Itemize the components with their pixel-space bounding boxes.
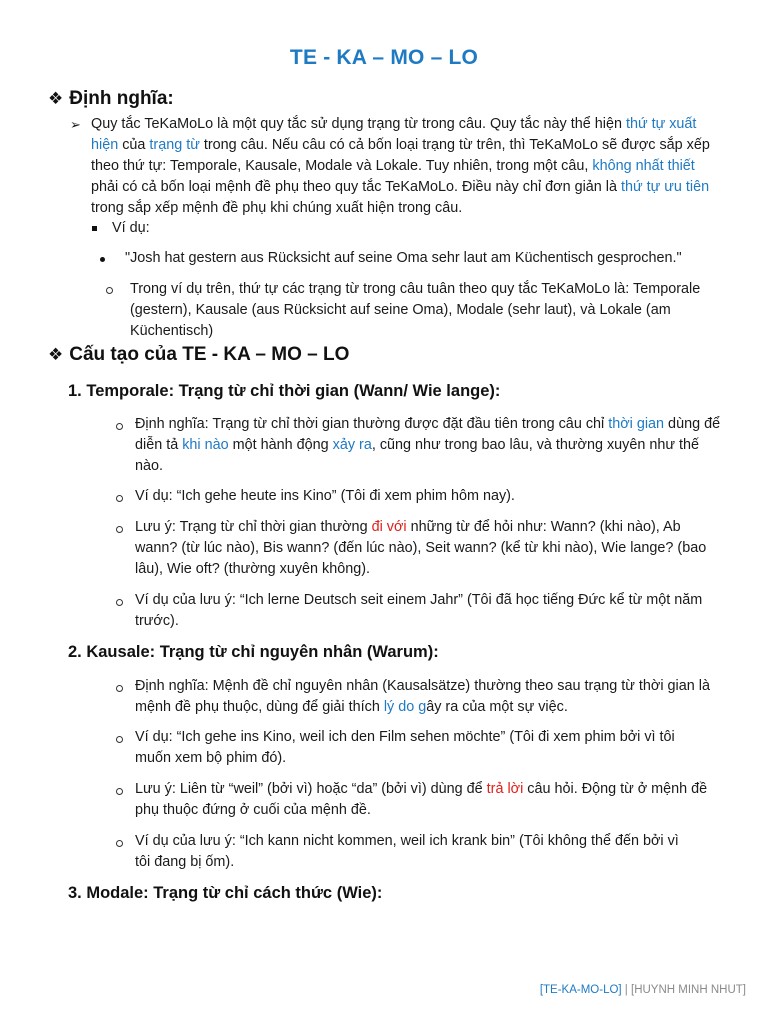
highlight-text: xảy ra: [332, 437, 372, 453]
highlight-text-red: đi với: [371, 519, 407, 535]
highlight-text: lý do g: [383, 699, 427, 715]
section-heading-text: Cấu tạo của TE - KA – MO – LO: [69, 344, 350, 365]
circle-bullet-icon: [116, 423, 123, 430]
diamond-bullet-icon: ❖: [48, 89, 64, 108]
subheading-kausale: 2. Kausale: Trạng từ chỉ nguyên nhân (Warum):: [68, 643, 439, 661]
circle-bullet-icon: [116, 788, 123, 795]
section-heading-definition: [48, 88, 174, 110]
subheading-temporale: 1. Temporale: Trạng từ chỉ thời gian (Wann/ Wie lange):: [68, 382, 501, 400]
highlight-text: trạng từ: [149, 137, 200, 153]
round-bullet-icon: [100, 257, 105, 262]
subheading-modale: 3. Modale: Trạng từ chỉ cách thức (Wie):: [68, 884, 383, 902]
arrow-bullet-icon: ➢: [70, 117, 81, 132]
section-heading-text: Định nghĩa:: [69, 88, 174, 109]
example-label: Ví dụ:: [112, 220, 150, 236]
highlight-text: khi nào: [182, 437, 229, 453]
highlight-text: không nhất thiết: [592, 158, 695, 174]
definition-paragraph: Quy tắc TeKaMoLo là một quy tắc sử dụng trạng từ trong câu. Quy tắc này thể hiện thứ tự xuất hiện của trạng từ trong câu. Nếu câu có cả bốn loại trạng từ trên, thì TeKaMoLo sẽ được sắp xếp theo thứ tự: Temporale, Kausale, Modale và Lokale. Tuy nhiên, trong một câu, không nhất thiết phải có cả bốn loại mệnh đề phụ theo quy tắc TeKaMoLo. Điều này chỉ đơn giản là thứ tự ưu tiên trong sắp xếp mệnh đề phụ khi chúng xuất hiện trong câu.: [91, 116, 710, 216]
circle-bullet-icon: [116, 736, 123, 743]
page-footer: [540, 984, 746, 996]
kausale-note-example: Ví dụ của lưu ý: “Ich kann nicht kommen, weil ich krank bin” (Tôi không thể đến bởi vì tôi đang bị ốm).: [135, 833, 679, 870]
diamond-bullet-icon: ❖: [48, 345, 64, 364]
highlight-text: thời gian: [608, 416, 665, 432]
square-bullet-icon: [92, 226, 97, 231]
temporale-example: Ví dụ: “Ich gehe heute ins Kino” (Tôi đi xem phim hôm nay).: [135, 488, 515, 504]
temporale-note-example: Ví dụ của lưu ý: “Ich lerne Deutsch seit einem Jahr” (Tôi đã học tiếng Đức kể từ một năm trước).: [135, 592, 703, 629]
temporale-definition: Định nghĩa: Trạng từ chỉ thời gian thường được đặt đầu tiên trong câu chỉ thời gian dùng để diễn tả khi nào một hành động xảy ra, cũng như trong bao lâu, và thường xuyên như thế nào.: [135, 416, 721, 474]
highlight-text-red: trả lời: [486, 781, 524, 797]
circle-bullet-icon: [116, 495, 123, 502]
kausale-note: Lưu ý: Liên từ “weil” (bởi vì) hoặc “da” (bởi vì) dùng để trả lời câu hỏi. Động từ ở mệnh đề phụ thuộc đứng ở cuối của mệnh đề.: [135, 781, 708, 818]
kausale-example: Ví dụ: “Ich gehe ins Kino, weil ich den Film sehen möchte” (Tôi đi xem phim bởi vì tôi muốn xem bộ phim đó).: [135, 729, 675, 766]
temporale-note: Lưu ý: Trạng từ chỉ thời gian thường đi với những từ để hỏi như: Wann? (khi nào), Ab wann? (từ lúc nào), Bis wann? (đến lúc nào), Seit wann? (kể từ khi nào), Wie lange? (bao lâu), Wie oft? (thường xuyên không).: [135, 519, 707, 577]
kausale-definition: Định nghĩa: Mệnh đề chỉ nguyên nhân (Kausalsätze) thường theo sau trạng từ thời gian là mệnh đề phụ thuộc, dùng để giải thích lý do gây ra của một sự việc.: [135, 678, 710, 715]
highlight-text: thứ tự xuất hiện: [91, 116, 697, 153]
page-title: TE - KA – MO – LO: [289, 46, 479, 69]
footer-doc-title: [TE-KA-MO-LO]: [539, 984, 622, 996]
section-heading-structure: [48, 344, 349, 366]
circle-bullet-icon: [116, 685, 123, 692]
footer-separator: |: [621, 984, 631, 996]
example-explanation: Trong ví dụ trên, thứ tự các trạng từ trong câu tuân theo quy tắc TeKaMoLo là: Temporale (gestern), Kausale (aus Rücksicht auf seine Oma), Modale (sehr laut), và Lokale (am Küchentisch): [130, 281, 701, 339]
example-sentence: "Josh hat gestern aus Rücksicht auf seine Oma sehr laut am Küchentisch gesprochen.": [125, 250, 682, 266]
circle-bullet-icon: [116, 526, 123, 533]
circle-bullet-icon: [116, 599, 123, 606]
circle-bullet-icon: [106, 287, 113, 294]
footer-author: [HUYNH MINH NHUT]: [631, 984, 746, 996]
highlight-text: thứ tự ưu tiên: [621, 179, 710, 195]
circle-bullet-icon: [116, 840, 123, 847]
